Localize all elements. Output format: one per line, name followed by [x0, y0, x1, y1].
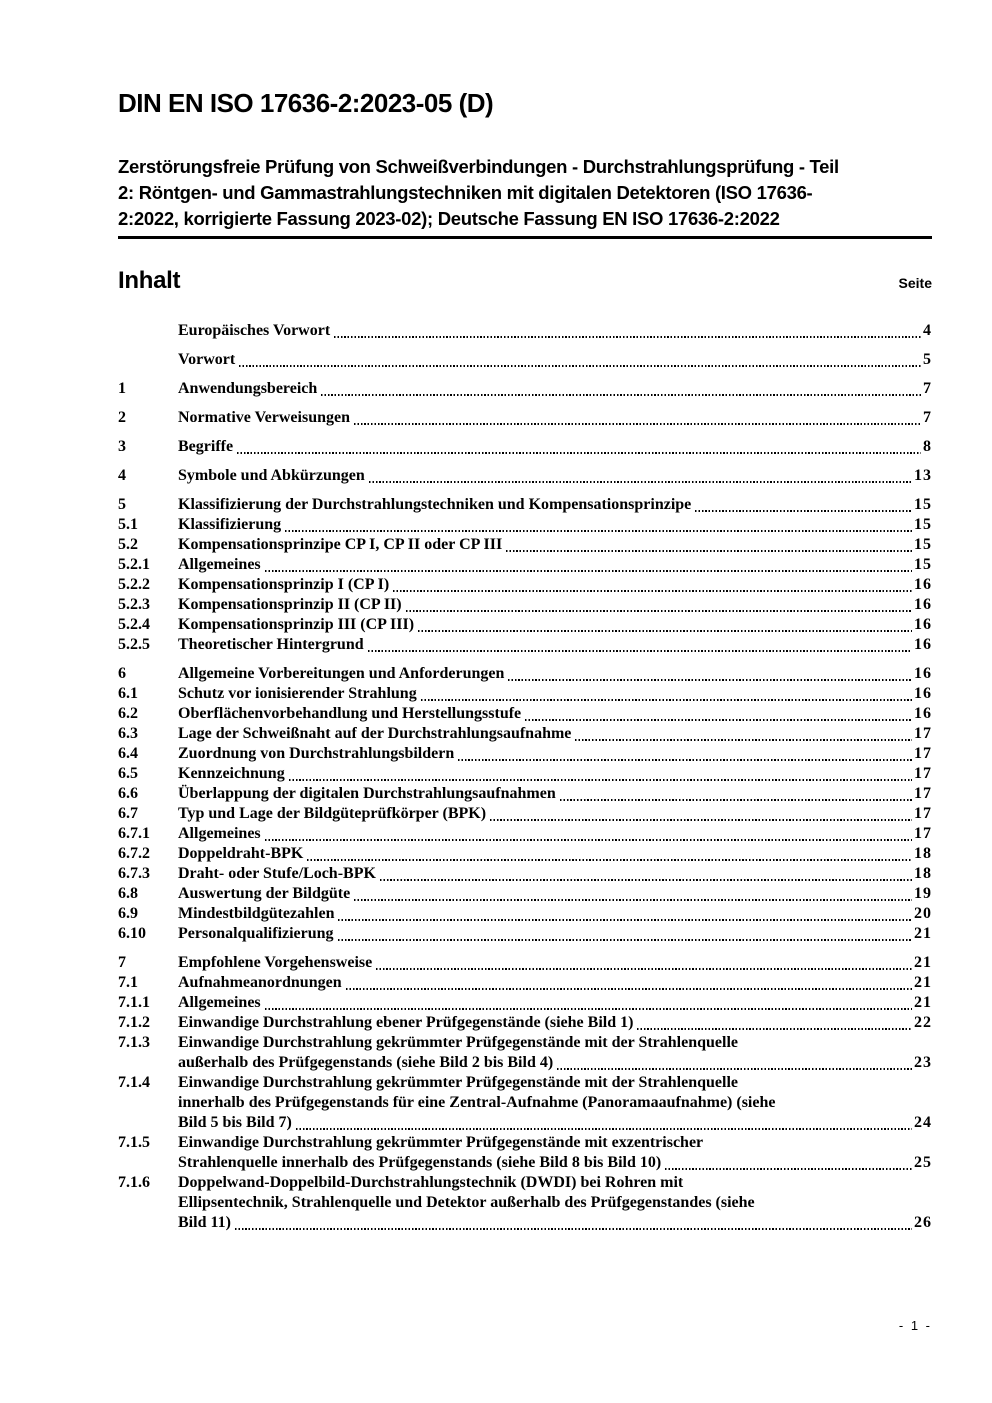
toc-entry-title — [178, 615, 932, 635]
toc-entry-number: 6.7.3 — [118, 865, 150, 882]
toc-entry-text: Symbole und Abkürzungen — [178, 467, 365, 484]
toc-entry-text: Begriffe — [178, 438, 234, 455]
toc-entry-page: 16 — [914, 636, 932, 653]
toc-entry-number: 7.1.2 — [118, 1014, 150, 1031]
toc-entry-title — [178, 864, 932, 884]
toc-entry-number: 1 — [118, 380, 126, 397]
toc-entry-title — [178, 408, 932, 428]
dot-leader — [575, 739, 912, 741]
dot-leader — [338, 919, 912, 921]
toc-entry-number: 6.9 — [118, 905, 138, 922]
toc-entry-number: 7 — [118, 954, 126, 971]
toc-entry-title — [178, 495, 932, 515]
toc-entry — [118, 535, 932, 555]
toc-entry — [118, 515, 932, 535]
toc-entry-page: 20 — [914, 905, 932, 922]
toc-entry-number: 7.1.6 — [118, 1174, 150, 1191]
toc-entry-number: 5.2.5 — [118, 636, 150, 653]
toc-entry-number: 7.1 — [118, 974, 138, 991]
toc-entry-title — [178, 535, 932, 555]
toc-entry-text: Kompensationsprinzip II (CP II) — [178, 596, 402, 613]
dot-leader — [506, 550, 912, 552]
toc-entry-text: Klassifizierung der Durchstrahlungstechniken und Kompensationsprinzipe — [178, 496, 692, 513]
toc-entry — [118, 764, 932, 784]
toc-entry-page: 13 — [914, 467, 932, 484]
toc-entry-page: 17 — [914, 725, 932, 742]
page-content — [118, 0, 932, 1233]
toc-entry-page: 17 — [914, 805, 932, 822]
dot-leader — [237, 452, 921, 454]
toc-entry-text: Typ und Lage der Bildgüteprüfkörper (BPK) — [178, 805, 487, 822]
toc-entry-text: Bild 11) — [178, 1214, 231, 1231]
toc-entry-text: Allgemeines — [178, 556, 261, 573]
toc-entry-title — [178, 515, 932, 535]
toc-entry-page: 17 — [914, 765, 932, 782]
toc-entry — [118, 1033, 932, 1073]
toc-header — [118, 267, 932, 294]
toc-entry-page: 16 — [914, 616, 932, 633]
toc-entry-title — [178, 321, 932, 341]
toc-entry-title — [178, 804, 932, 824]
toc-entry — [118, 408, 932, 428]
toc-entry-title — [178, 1013, 932, 1033]
toc-entry — [118, 904, 932, 924]
toc-entry-number: 5.2.3 — [118, 596, 150, 613]
toc-entry-title — [178, 555, 932, 575]
toc-entry-number: 5.1 — [118, 516, 138, 533]
toc-entry-text: Lage der Schweißnaht auf der Durchstrahlungsaufnahme — [178, 725, 572, 742]
dot-leader — [265, 839, 912, 841]
dot-leader — [354, 423, 921, 425]
toc-entry-number: 7.1.1 — [118, 994, 150, 1011]
dot-leader — [393, 590, 912, 592]
toc-entry-title — [178, 350, 932, 370]
toc-entry-title — [178, 575, 932, 595]
toc-entry-title — [178, 993, 932, 1013]
toc-entry-page: 25 — [914, 1154, 932, 1171]
toc-entry-page: 24 — [914, 1114, 932, 1131]
toc-entry — [118, 744, 932, 764]
toc-entry-text: Draht- oder Stufe/Loch-BPK — [178, 865, 376, 882]
toc-entry-number: 5 — [118, 496, 126, 513]
dot-leader — [338, 939, 912, 941]
dot-leader — [265, 570, 912, 572]
toc-entry — [118, 1013, 932, 1033]
toc-entry-page: 5 — [923, 351, 932, 368]
toc-entry-text: Doppeldraht-BPK — [178, 845, 304, 862]
toc-entry-text: Personalqualifizierung — [178, 925, 334, 942]
toc-entry-title: Einwandige Durchstrahlung gekrümmter Prüfgegenstände mit exzentrischer Strahlenquelle innerhalb des Prüfgegenstands (siehe Bild 8 bis Bild 10) 25 — [178, 1134, 932, 1171]
dot-leader — [307, 859, 912, 861]
dot-leader — [637, 1028, 912, 1030]
toc-entry-page: 8 — [923, 438, 932, 455]
toc-entry — [118, 993, 932, 1013]
toc-entry-page: 15 — [914, 536, 932, 553]
toc-entry-page: 21 — [914, 994, 932, 1011]
toc-entry-page: 16 — [914, 705, 932, 722]
toc-entry-title — [178, 884, 932, 904]
toc-entry-number: 6.1 — [118, 685, 138, 702]
toc-entry-title — [178, 784, 932, 804]
toc-entry — [118, 437, 932, 457]
toc-entry-text: Klassifizierung — [178, 516, 282, 533]
toc-entry-text: Oberflächenvorbehandlung und Herstellungsstufe — [178, 705, 522, 722]
dot-leader — [418, 630, 912, 632]
toc-entry-page: 16 — [914, 596, 932, 613]
toc-entry-number: 3 — [118, 438, 126, 455]
toc-entry-page: 18 — [914, 865, 932, 882]
toc-entry-number: 7.1.5 — [118, 1134, 150, 1151]
toc-entry — [118, 379, 932, 399]
toc-entry-text: Europäisches Vorwort — [178, 322, 331, 339]
toc-entry-text: Normative Verweisungen — [178, 409, 350, 426]
toc-entry-page: 19 — [914, 885, 932, 902]
toc-entry-title — [178, 684, 932, 704]
toc-entry-number: 4 — [118, 467, 126, 484]
dot-leader — [346, 988, 912, 990]
toc-entry — [118, 1073, 932, 1133]
toc-entry-title: Einwandige Durchstrahlung gekrümmter Prüfgegenstände mit der Strahlenquelle außerhalb des Prüfgegenstands (siehe Bild 2 bis Bild 4) 23 — [178, 1034, 932, 1071]
toc-entry-page: 18 — [914, 845, 932, 862]
toc-entry-page: 16 — [914, 665, 932, 682]
toc-entry-title — [178, 764, 932, 784]
toc-entry — [118, 1173, 932, 1233]
toc-entry-title — [178, 844, 932, 864]
toc-entry-title — [178, 664, 932, 684]
document-number-heading: DIN EN ISO 17636-2:2023-05 (D) — [118, 88, 494, 118]
toc-entry-text: Einwandige Durchstrahlung ebener Prüfgegenstände (siehe Bild 1) — [178, 1014, 634, 1031]
toc-entry-page: 21 — [914, 974, 932, 991]
toc-entry-number: 6.6 — [118, 785, 138, 802]
toc-entry-text: Schutz vor ionisierender Strahlung — [178, 685, 417, 702]
toc-entry-text: Theoretischer Hintergrund — [178, 636, 364, 653]
toc-entry-number: 6.3 — [118, 725, 138, 742]
toc-entry-text: Zuordnung von Durchstrahlungsbildern — [178, 745, 455, 762]
toc-entry-page: 21 — [914, 954, 932, 971]
toc-entry — [118, 884, 932, 904]
toc-entry — [118, 615, 932, 635]
toc-entry — [118, 724, 932, 744]
dot-leader — [508, 679, 912, 681]
toc-entry-page: 16 — [914, 576, 932, 593]
toc-entry-text: Allgemeines — [178, 825, 261, 842]
toc-entry-number: 5.2 — [118, 536, 138, 553]
toc-entry — [118, 575, 932, 595]
toc-entry-title — [178, 595, 932, 615]
page-number: - 1 - — [898, 1318, 932, 1333]
toc-entry-title — [178, 953, 932, 973]
dot-leader — [406, 610, 912, 612]
dot-leader — [557, 1068, 912, 1070]
toc-entry — [118, 784, 932, 804]
dot-leader — [239, 365, 921, 367]
toc-entry-text: Kompensationsprinzip I (CP I) — [178, 576, 390, 593]
toc-entry-number: 2 — [118, 409, 126, 426]
toc-entry-text: Bild 5 bis Bild 7) — [178, 1114, 292, 1131]
toc-entry-page: 22 — [914, 1014, 932, 1031]
toc-entry — [118, 844, 932, 864]
toc-entry-page: 17 — [914, 785, 932, 802]
toc-entry-number: 6.4 — [118, 745, 138, 762]
toc-entry-page: 15 — [914, 516, 932, 533]
toc-entry — [118, 704, 932, 724]
dot-leader — [525, 719, 912, 721]
toc-entry-page: 23 — [914, 1054, 932, 1071]
toc-entry-title: Einwandige Durchstrahlung gekrümmter Prüfgegenstände mit der Strahlenquelle innerhalb des Prüfgegenstands für eine Zentral-Aufnahme (Panoramaaufnahme) (siehe Bild 5 bis Bild 7) 24 — [178, 1074, 932, 1131]
toc-entry — [118, 804, 932, 824]
toc-entry-number — [118, 321, 178, 341]
toc-entry — [118, 924, 932, 944]
dot-leader — [376, 968, 912, 970]
toc-entry — [118, 350, 932, 370]
toc-entry-title — [178, 824, 932, 844]
toc-list — [118, 321, 932, 1233]
toc-entry-title — [178, 924, 932, 944]
dot-leader — [458, 759, 912, 761]
dot-leader — [368, 650, 912, 652]
toc-entry-text: Kennzeichnung — [178, 765, 285, 782]
document-title-line: 2:2022, korrigierte Fassung 2023-02); Deutsche Fassung EN ISO 17636-2:2022 — [118, 208, 780, 229]
toc-entry-text: Vorwort — [178, 351, 236, 368]
document-title — [118, 154, 932, 239]
toc-entry-text: Allgemeines — [178, 994, 261, 1011]
toc-entry-page: 16 — [914, 685, 932, 702]
dot-leader — [321, 394, 921, 396]
toc-entry-number: 7.1.4 — [118, 1074, 150, 1091]
toc-entry-number: 6.2 — [118, 705, 138, 722]
page-footer — [899, 1318, 932, 1333]
dot-leader — [285, 530, 912, 532]
toc-entry-text: Auswertung der Bildgüte — [178, 885, 351, 902]
dot-leader — [695, 510, 912, 512]
toc-entry-title — [178, 704, 932, 724]
dot-leader — [289, 779, 912, 781]
toc-entry — [118, 321, 932, 341]
toc-entry-number: 5.2.2 — [118, 576, 150, 593]
toc-entry-text: Mindestbildgütezahlen — [178, 905, 335, 922]
toc-entry — [118, 824, 932, 844]
toc-entry-number: 6.8 — [118, 885, 138, 902]
toc-entry-number: 6 — [118, 665, 126, 682]
toc-entry — [118, 635, 932, 655]
dot-leader — [421, 699, 912, 701]
toc-entry-title — [178, 635, 932, 655]
toc-entry-number: 6.7 — [118, 805, 138, 822]
toc-entry-number: 5.2.1 — [118, 556, 150, 573]
toc-entry — [118, 664, 932, 684]
dot-leader — [369, 481, 912, 483]
toc-entry-page: 21 — [914, 925, 932, 942]
toc-entry-text: Strahlenquelle innerhalb des Prüfgegenstands (siehe Bild 8 bis Bild 10) — [178, 1154, 662, 1171]
toc-entry-title — [178, 724, 932, 744]
toc-entry — [118, 495, 932, 515]
toc-entry-text: Aufnahmeanordnungen — [178, 974, 342, 991]
toc-entry-number: 7.1.3 — [118, 1034, 150, 1051]
toc-entry — [118, 684, 932, 704]
toc-entry — [118, 953, 932, 973]
toc-entry — [118, 864, 932, 884]
toc-entry-number: 6.5 — [118, 765, 138, 782]
toc-entry-page: 7 — [923, 380, 932, 397]
toc-entry-title — [178, 466, 932, 486]
toc-entry-page: 4 — [923, 322, 932, 339]
dot-leader — [265, 1008, 912, 1010]
toc-entry-page: 17 — [914, 745, 932, 762]
dot-leader — [665, 1168, 912, 1170]
toc-entry-number — [118, 350, 178, 370]
toc-entry-text: Kompensationsprinzipe CP I, CP II oder CP III — [178, 536, 503, 553]
dot-leader — [354, 899, 912, 901]
dot-leader — [380, 879, 912, 881]
toc-entry-page: 15 — [914, 556, 932, 573]
toc-entry — [118, 466, 932, 486]
toc-entry-text: Allgemeine Vorbereitungen und Anforderungen — [178, 665, 505, 682]
toc-entry-title — [178, 437, 932, 457]
toc-entry — [118, 1133, 932, 1173]
toc-entry-page: 26 — [914, 1214, 932, 1231]
dot-leader — [334, 336, 921, 338]
dot-leader — [490, 819, 912, 821]
toc-entry-text: Anwendungsbereich — [178, 380, 318, 397]
toc-entry-number: 5.2.4 — [118, 616, 150, 633]
document-title-line: Zerstörungsfreie Prüfung von Schweißverbindungen - Durchstrahlungsprüfung - Teil — [118, 156, 839, 177]
toc-entry-text: außerhalb des Prüfgegenstands (siehe Bild 2 bis Bild 4) — [178, 1054, 554, 1071]
dot-leader — [235, 1228, 912, 1230]
toc-entry-title — [178, 744, 932, 764]
toc-heading: Inhalt — [118, 267, 181, 294]
document-title-line: 2: Röntgen- und Gammastrahlungstechniken mit digitalen Detektoren (ISO 17636- — [118, 182, 813, 203]
toc-entry-text: Überlappung der digitalen Durchstrahlungsaufnahmen — [178, 785, 556, 802]
toc-entry — [118, 973, 932, 993]
toc-entry-number: 6.7.1 — [118, 825, 150, 842]
toc-entry-page: 17 — [914, 825, 932, 842]
toc-entry-page: 7 — [923, 409, 932, 426]
toc-entry-title — [178, 904, 932, 924]
toc-entry-title — [178, 973, 932, 993]
toc-entry-title: Doppelwand-Doppelbild-Durchstrahlungstechnik (DWDI) bei Rohren mit Ellipsentechnik, Strahlenquelle und Detektor außerhalb des Prüfgegenstandes (siehe Bild 11) 26 — [178, 1174, 932, 1231]
toc-entry-number: 6.10 — [118, 925, 146, 942]
toc-entry — [118, 595, 932, 615]
dot-leader — [560, 799, 912, 801]
toc-entry — [118, 555, 932, 575]
dot-leader — [296, 1128, 912, 1130]
toc-entry-page: 15 — [914, 496, 932, 513]
toc-entry-text: Kompensationsprinzip III (CP III) — [178, 616, 415, 633]
toc-entry-title — [178, 379, 932, 399]
toc-page-column-label: Seite — [898, 275, 932, 291]
toc-entry-number: 6.7.2 — [118, 845, 150, 862]
toc-entry-text: Empfohlene Vorgehensweise — [178, 954, 373, 971]
